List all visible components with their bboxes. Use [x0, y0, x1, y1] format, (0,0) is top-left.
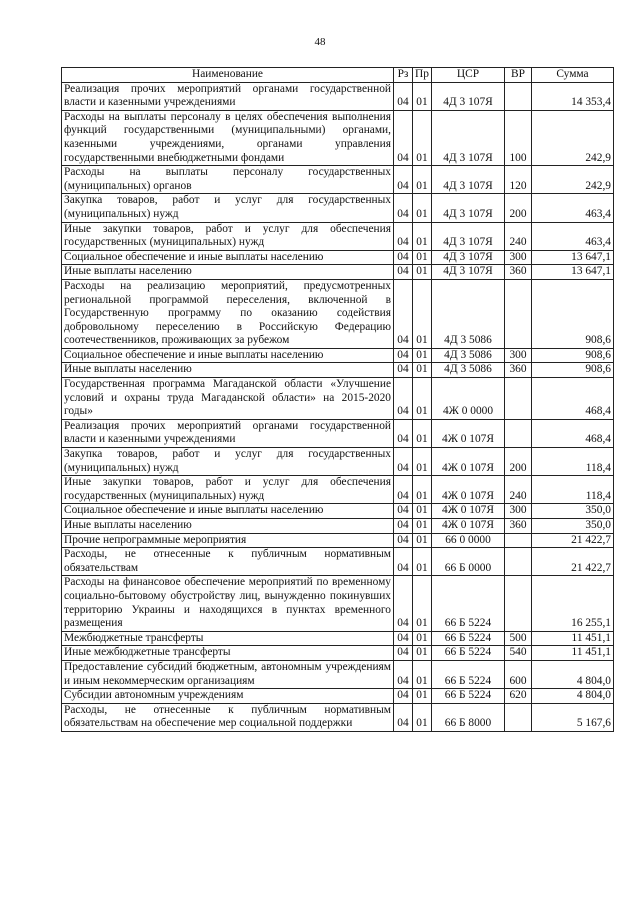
table-row	[62, 504, 614, 519]
cell-name: Иные выплаты населению	[62, 519, 394, 534]
cell-vr: 300	[505, 250, 532, 265]
cell-name: Субсидии автономным учреждениям	[62, 689, 394, 704]
cell-sum: 14 353,4	[532, 82, 614, 110]
cell-vr	[505, 419, 532, 447]
budget-table	[61, 67, 614, 732]
table-row	[62, 703, 614, 731]
cell-name: Межбюджетные трансферты	[62, 631, 394, 646]
cell-pr: 01	[413, 576, 432, 631]
cell-name: Иные межбюджетные трансферты	[62, 646, 394, 661]
table-header	[62, 68, 614, 83]
cell-name: Расходы на выплаты персоналу в целях обеспечения выполнения функций государственными (муниципальными) органами, казенными учреждениями, органами управления государственными внебюджетными фондами	[62, 110, 394, 165]
cell-vr: 120	[505, 166, 532, 194]
cell-sum: 350,0	[532, 519, 614, 534]
cell-pr: 01	[413, 348, 432, 363]
column-header-pr: Пр	[413, 68, 432, 83]
cell-rz: 04	[394, 646, 413, 661]
cell-name: Реализация прочих мероприятий органами государственной власти и казенными учреждениями	[62, 419, 394, 447]
cell-vr: 500	[505, 631, 532, 646]
cell-vr	[505, 533, 532, 548]
cell-rz: 04	[394, 166, 413, 194]
cell-vr	[505, 548, 532, 576]
table-row	[62, 646, 614, 661]
table-row	[62, 519, 614, 534]
cell-name: Расходы на выплаты персоналу государственных (муниципальных) органов	[62, 166, 394, 194]
cell-pr: 01	[413, 363, 432, 378]
cell-vr: 240	[505, 222, 532, 250]
cell-rz: 04	[394, 222, 413, 250]
cell-sum: 908,6	[532, 348, 614, 363]
cell-rz: 04	[394, 689, 413, 704]
cell-sum: 463,4	[532, 222, 614, 250]
cell-sum: 118,4	[532, 476, 614, 504]
cell-vr	[505, 703, 532, 731]
cell-csr: 4Д 3 107Я	[432, 265, 505, 280]
cell-csr: 66 Б 5224	[432, 576, 505, 631]
cell-pr: 01	[413, 631, 432, 646]
cell-sum: 242,9	[532, 110, 614, 165]
cell-name: Расходы, не отнесенные к публичным нормативным обязательствам на обеспечение мер социальной поддержки	[62, 703, 394, 731]
cell-rz: 04	[394, 576, 413, 631]
cell-vr	[505, 576, 532, 631]
cell-vr: 200	[505, 448, 532, 476]
cell-name: Реализация прочих мероприятий органами государственной власти и казенными учреждениями	[62, 82, 394, 110]
cell-csr: 4Д 3 107Я	[432, 250, 505, 265]
cell-name: Государственная программа Магаданской области «Улучшение условий и охраны труда Магаданской области» на 2015-2020 годы»	[62, 378, 394, 420]
cell-sum: 13 647,1	[532, 265, 614, 280]
cell-rz: 04	[394, 476, 413, 504]
table-row	[62, 348, 614, 363]
cell-name: Расходы на финансовое обеспечение мероприятий по временному социально-бытовому обустройству лиц, вынужденно покинувших территорию Украины и находящихся в пунктах временного размещения	[62, 576, 394, 631]
cell-csr: 66 0 0000	[432, 533, 505, 548]
cell-csr: 66 Б 8000	[432, 703, 505, 731]
header-row	[62, 68, 614, 83]
cell-csr: 4Ж 0 0000	[432, 378, 505, 420]
cell-name: Социальное обеспечение и иные выплаты населению	[62, 504, 394, 519]
cell-sum: 21 422,7	[532, 548, 614, 576]
cell-vr: 240	[505, 476, 532, 504]
cell-pr: 01	[413, 703, 432, 731]
cell-pr: 01	[413, 82, 432, 110]
cell-csr: 4Д 3 107Я	[432, 110, 505, 165]
table-row	[62, 194, 614, 222]
column-header-vr: ВР	[505, 68, 532, 83]
cell-rz: 04	[394, 703, 413, 731]
cell-vr	[505, 82, 532, 110]
cell-csr: 4Д 3 107Я	[432, 194, 505, 222]
cell-sum: 350,0	[532, 504, 614, 519]
cell-pr: 01	[413, 660, 432, 688]
cell-sum: 5 167,6	[532, 703, 614, 731]
cell-csr: 4Ж 0 107Я	[432, 476, 505, 504]
cell-pr: 01	[413, 448, 432, 476]
cell-rz: 04	[394, 265, 413, 280]
cell-csr: 4Д 3 107Я	[432, 82, 505, 110]
cell-sum: 13 647,1	[532, 250, 614, 265]
cell-pr: 01	[413, 476, 432, 504]
page-number: 48	[314, 36, 326, 48]
cell-sum: 908,6	[532, 363, 614, 378]
table-row	[62, 363, 614, 378]
cell-name: Иные выплаты населению	[62, 363, 394, 378]
cell-rz: 04	[394, 363, 413, 378]
cell-vr: 300	[505, 504, 532, 519]
cell-rz: 04	[394, 533, 413, 548]
cell-sum: 468,4	[532, 419, 614, 447]
cell-csr: 4Д 3 5086	[432, 348, 505, 363]
cell-rz: 04	[394, 419, 413, 447]
cell-vr	[505, 279, 532, 348]
cell-pr: 01	[413, 548, 432, 576]
cell-name: Закупка товаров, работ и услуг для государственных (муниципальных) нужд	[62, 194, 394, 222]
cell-vr: 360	[505, 363, 532, 378]
cell-vr: 200	[505, 194, 532, 222]
cell-pr: 01	[413, 110, 432, 165]
cell-rz: 04	[394, 250, 413, 265]
column-header-sum: Сумма	[532, 68, 614, 83]
cell-csr: 4Д 3 107Я	[432, 166, 505, 194]
table-row	[62, 82, 614, 110]
cell-rz: 04	[394, 279, 413, 348]
cell-vr: 620	[505, 689, 532, 704]
cell-name: Прочие непрограммные мероприятия	[62, 533, 394, 548]
cell-name: Иные закупки товаров, работ и услуг для обеспечения государственных (муниципальных) нужд	[62, 476, 394, 504]
cell-vr: 600	[505, 660, 532, 688]
cell-csr: 66 Б 5224	[432, 631, 505, 646]
table-row	[62, 279, 614, 348]
cell-rz: 04	[394, 82, 413, 110]
table-row	[62, 250, 614, 265]
table-row	[62, 660, 614, 688]
cell-rz: 04	[394, 194, 413, 222]
cell-rz: 04	[394, 348, 413, 363]
cell-csr: 4Д 3 107Я	[432, 222, 505, 250]
cell-csr: 4Ж 0 107Я	[432, 519, 505, 534]
cell-csr: 66 Б 5224	[432, 660, 505, 688]
cell-vr: 360	[505, 519, 532, 534]
cell-vr: 300	[505, 348, 532, 363]
cell-name: Закупка товаров, работ и услуг для государственных (муниципальных) нужд	[62, 448, 394, 476]
cell-sum: 16 255,1	[532, 576, 614, 631]
table-row	[62, 222, 614, 250]
cell-sum: 11 451,1	[532, 646, 614, 661]
table-row	[62, 689, 614, 704]
cell-pr: 01	[413, 689, 432, 704]
cell-name: Социальное обеспечение и иные выплаты населению	[62, 250, 394, 265]
cell-vr: 540	[505, 646, 532, 661]
table-row	[62, 576, 614, 631]
cell-sum: 468,4	[532, 378, 614, 420]
table-row	[62, 166, 614, 194]
cell-pr: 01	[413, 279, 432, 348]
table-row	[62, 533, 614, 548]
table-row	[62, 378, 614, 420]
column-header-rz: Рз	[394, 68, 413, 83]
cell-pr: 01	[413, 222, 432, 250]
cell-rz: 04	[394, 660, 413, 688]
cell-pr: 01	[413, 378, 432, 420]
cell-name: Расходы на реализацию мероприятий, предусмотренных региональной программой переселения, включенной в Государственную программу по оказанию содействия добровольному переселению в Российскую Федерацию соотечественников, проживающих за рубежом	[62, 279, 394, 348]
cell-pr: 01	[413, 519, 432, 534]
cell-pr: 01	[413, 194, 432, 222]
cell-rz: 04	[394, 378, 413, 420]
table-row	[62, 419, 614, 447]
table-row	[62, 448, 614, 476]
cell-rz: 04	[394, 631, 413, 646]
cell-csr: 4Ж 0 107Я	[432, 504, 505, 519]
cell-pr: 01	[413, 504, 432, 519]
cell-vr: 360	[505, 265, 532, 280]
cell-pr: 01	[413, 265, 432, 280]
table-row	[62, 476, 614, 504]
cell-rz: 04	[394, 519, 413, 534]
cell-sum: 21 422,7	[532, 533, 614, 548]
table-row	[62, 631, 614, 646]
cell-name: Предоставление субсидий бюджетным, автономным учреждениям и иным некоммерческим организациям	[62, 660, 394, 688]
cell-sum: 11 451,1	[532, 631, 614, 646]
cell-rz: 04	[394, 504, 413, 519]
cell-sum: 908,6	[532, 279, 614, 348]
column-header-name: Наименование	[62, 68, 394, 83]
table-row	[62, 265, 614, 280]
cell-csr: 4Ж 0 107Я	[432, 448, 505, 476]
cell-csr: 66 Б 0000	[432, 548, 505, 576]
cell-sum: 4 804,0	[532, 689, 614, 704]
cell-name: Социальное обеспечение и иные выплаты населению	[62, 348, 394, 363]
column-header-csr: ЦСР	[432, 68, 505, 83]
cell-name: Иные выплаты населению	[62, 265, 394, 280]
cell-sum: 242,9	[532, 166, 614, 194]
cell-vr	[505, 378, 532, 420]
cell-sum: 4 804,0	[532, 660, 614, 688]
cell-rz: 04	[394, 448, 413, 476]
cell-pr: 01	[413, 419, 432, 447]
cell-name: Иные закупки товаров, работ и услуг для обеспечения государственных (муниципальных) нужд	[62, 222, 394, 250]
table-body	[62, 82, 614, 731]
table-row	[62, 548, 614, 576]
cell-name: Расходы, не отнесенные к публичным нормативным обязательствам	[62, 548, 394, 576]
cell-sum: 463,4	[532, 194, 614, 222]
cell-pr: 01	[413, 166, 432, 194]
cell-csr: 4Д 3 5086	[432, 279, 505, 348]
cell-pr: 01	[413, 250, 432, 265]
cell-vr: 100	[505, 110, 532, 165]
cell-sum: 118,4	[532, 448, 614, 476]
cell-rz: 04	[394, 110, 413, 165]
cell-pr: 01	[413, 533, 432, 548]
cell-pr: 01	[413, 646, 432, 661]
cell-csr: 66 Б 5224	[432, 646, 505, 661]
cell-csr: 4Ж 0 107Я	[432, 419, 505, 447]
cell-rz: 04	[394, 548, 413, 576]
cell-csr: 4Д 3 5086	[432, 363, 505, 378]
table-row	[62, 110, 614, 165]
cell-csr: 66 Б 5224	[432, 689, 505, 704]
